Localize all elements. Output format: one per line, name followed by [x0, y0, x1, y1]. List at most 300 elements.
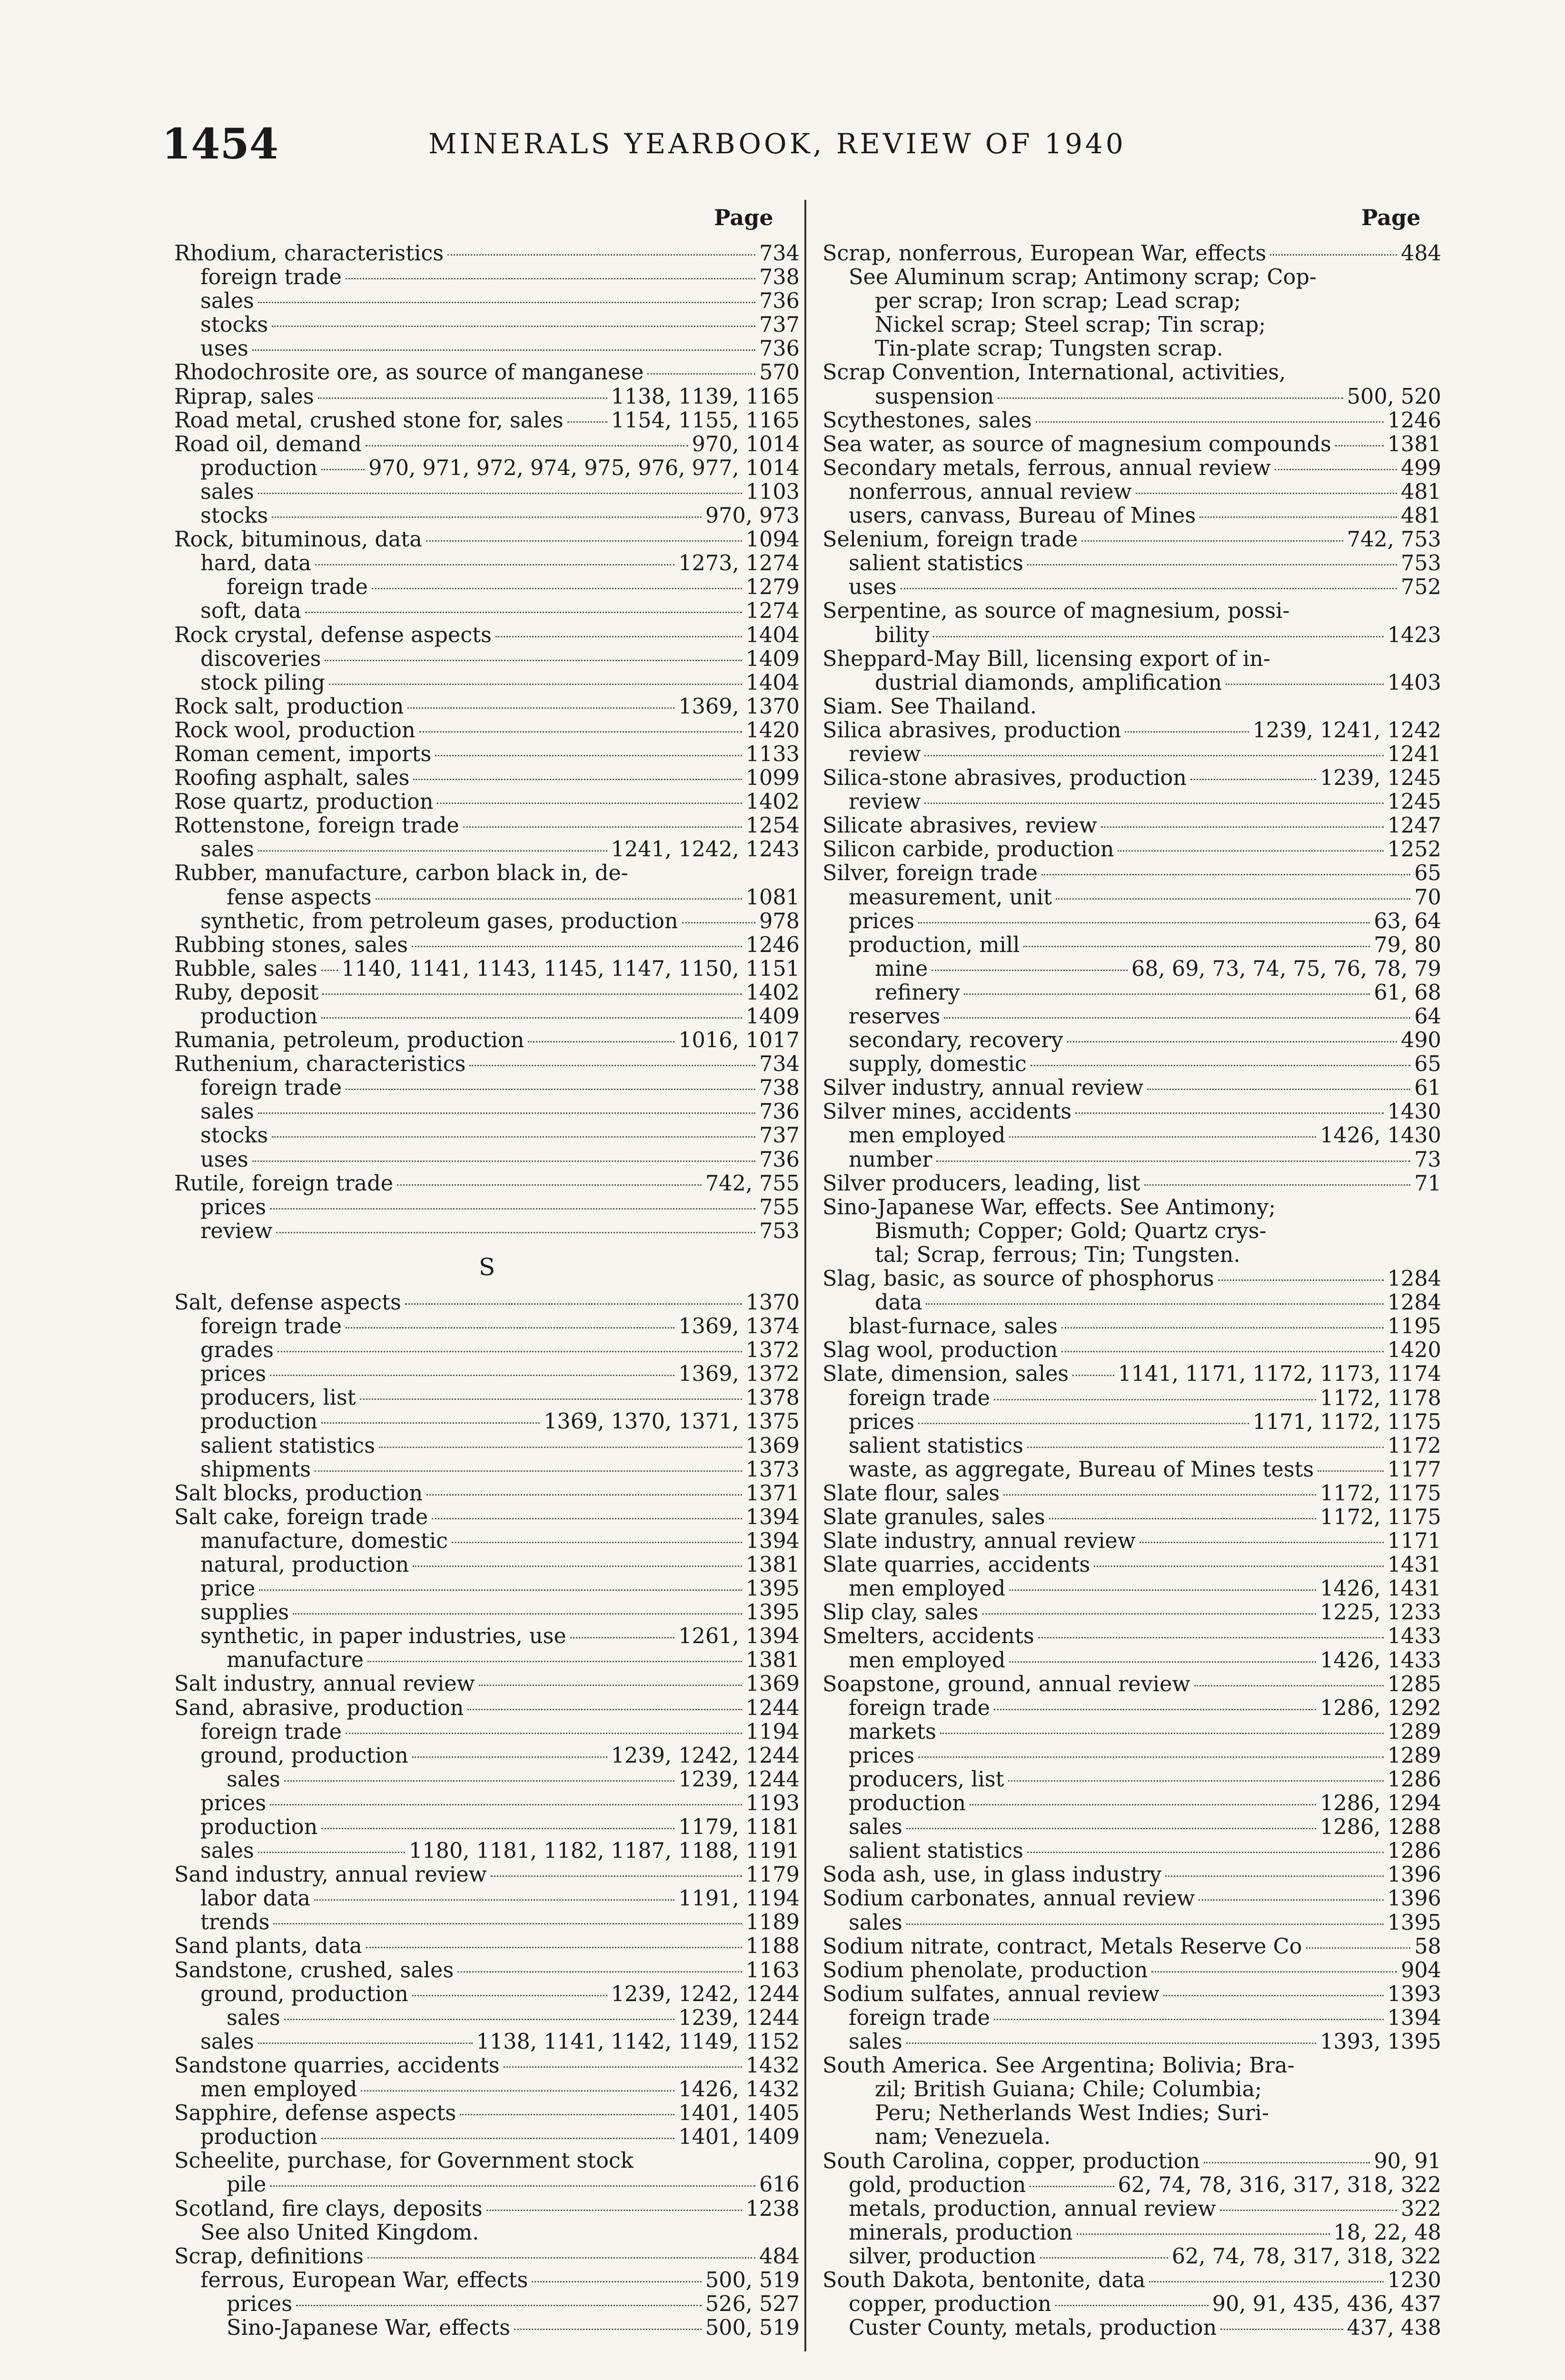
index-entry — [822, 2221, 1441, 2245]
leader-dots — [1009, 1136, 1316, 1138]
leader-dots — [1003, 1494, 1316, 1496]
entry-label: dustrial diamonds, amplification — [875, 670, 1222, 695]
leader-dots — [258, 2043, 473, 2044]
entry-page-refs: 752 — [1401, 575, 1441, 600]
entry-page-refs: 1163 — [745, 1958, 800, 1983]
entry-label: foreign trade — [200, 1314, 342, 1339]
entry-label: markets — [849, 1719, 937, 1744]
entry-label: Sand plants, data — [174, 1934, 362, 1959]
entry-page-refs: 978 — [759, 909, 800, 933]
entry-page-refs: 1395 — [1387, 1910, 1441, 1935]
leader-dots — [273, 1923, 742, 1924]
index-entry — [822, 1172, 1441, 1196]
entry-label: Rubber, manufacture, carbon black in, de- — [174, 861, 628, 886]
leader-dots — [346, 1089, 755, 1090]
leader-dots — [647, 373, 755, 375]
leader-dots — [479, 1685, 742, 1686]
leader-dots — [321, 469, 365, 470]
leader-dots — [360, 1398, 742, 1400]
entry-page-refs: 1426, 1431 — [1320, 1577, 1441, 1601]
index-entry — [822, 1577, 1441, 1601]
entry-label: stocks — [200, 1123, 268, 1148]
left-entries-s — [174, 1291, 800, 2340]
leader-dots — [1027, 564, 1397, 565]
entry-label: Rutile, foreign trade — [174, 1171, 394, 1196]
leader-dots — [1275, 469, 1397, 470]
entry-label: Rhodochrosite ore, as source of manganese — [174, 360, 644, 385]
index-entry — [822, 1291, 1441, 1315]
index-entry — [174, 337, 800, 361]
leader-dots — [1136, 493, 1397, 494]
entry-label: Sandstone quarries, accidents — [174, 2053, 500, 2078]
entry-label: measurement, unit — [849, 885, 1052, 910]
entry-label: Slate granules, sales — [822, 1505, 1045, 1529]
entry-label: Nickel scrap; Steel scrap; Tin scrap; — [875, 313, 1266, 337]
leader-dots — [1041, 874, 1410, 875]
entry-page-refs: 1194 — [745, 1719, 800, 1744]
leader-dots — [1077, 2233, 1330, 2235]
entry-page-refs: 1426, 1432 — [678, 2077, 800, 2102]
leader-dots — [570, 1637, 675, 1638]
entry-label: Silver producers, leading, list — [822, 1171, 1140, 1196]
index-entry — [174, 313, 800, 337]
index-entry — [822, 337, 1441, 361]
entry-label: Silver industry, annual review — [822, 1076, 1144, 1101]
index-entry — [174, 814, 800, 838]
index-entry — [174, 1315, 800, 1339]
entry-page-refs: 1369, 1374 — [678, 1314, 800, 1339]
entry-page-refs: 1396 — [1387, 1886, 1441, 1911]
entry-page-refs: 1286 — [1387, 1839, 1441, 1864]
entry-label: foreign trade — [200, 1076, 342, 1101]
leader-dots — [994, 1709, 1316, 1710]
entry-label: uses — [200, 1147, 248, 1172]
leader-dots — [284, 1780, 674, 1782]
entry-page-refs: 62, 74, 78, 316, 317, 318, 322 — [1118, 2172, 1441, 2197]
entry-label: Soapstone, ground, annual review — [822, 1672, 1190, 1696]
entry-page-refs: 1433 — [1387, 1624, 1441, 1649]
index-entry — [822, 266, 1441, 289]
entry-label: uses — [849, 575, 897, 600]
leader-dots — [366, 445, 688, 446]
leader-dots — [1038, 1637, 1384, 1638]
entry-page-refs: 904 — [1401, 1958, 1441, 1983]
entry-page-refs: 737 — [759, 313, 800, 337]
index-entry — [822, 2150, 1441, 2173]
leader-dots — [397, 1184, 702, 1186]
entry-label: producers, list — [849, 1767, 1004, 1792]
entry-page-refs: 1393, 1395 — [1320, 2030, 1441, 2054]
index-entry — [822, 242, 1441, 266]
entry-page-refs: 1103 — [745, 479, 800, 504]
leader-dots — [305, 612, 742, 613]
entry-label: hard, data — [200, 551, 311, 576]
entry-page-refs: 1420 — [745, 718, 800, 743]
index-entry — [822, 1005, 1441, 1029]
index-entry — [822, 671, 1441, 695]
entry-label: Silicate abrasives, review — [822, 813, 1097, 838]
leader-dots — [361, 2090, 674, 2092]
entry-label: sales — [200, 1839, 254, 1864]
entry-page-refs: 755 — [759, 1195, 800, 1220]
index-entry — [822, 1649, 1441, 1673]
index-entry — [822, 2316, 1441, 2340]
leader-dots — [682, 922, 756, 923]
index-entry — [822, 1696, 1441, 1720]
entry-page-refs: 490 — [1401, 1028, 1441, 1053]
index-entry — [174, 409, 800, 433]
entry-label: See also United Kingdom. — [200, 2220, 479, 2245]
leader-dots — [367, 2257, 755, 2259]
entry-page-refs: 1286, 1292 — [1320, 1696, 1441, 1720]
entry-page-refs: 1431 — [1387, 1553, 1441, 1577]
index-entry — [822, 1911, 1441, 1935]
leader-dots — [1067, 1041, 1397, 1042]
leader-dots — [1036, 421, 1384, 423]
index-entry — [174, 1672, 800, 1696]
index-entry — [822, 2006, 1441, 2030]
entry-page-refs: 64 — [1414, 1004, 1441, 1029]
entry-label: sales — [200, 289, 254, 314]
entry-label: sales — [200, 1100, 254, 1124]
entry-page-refs: 1171 — [1387, 1529, 1441, 1554]
entry-page-refs: 736 — [759, 1147, 800, 1172]
entry-page-refs: 1239, 1244 — [678, 2005, 800, 2030]
index-entry — [174, 1434, 800, 1458]
index-entry — [822, 981, 1441, 1005]
entry-page-refs: 737 — [759, 1123, 800, 1148]
index-entry — [822, 1529, 1441, 1553]
index-entry — [174, 1577, 800, 1601]
entry-label: soft, data — [200, 599, 301, 624]
index-entry — [822, 1220, 1441, 1243]
entry-page-refs: 1172, 1178 — [1320, 1386, 1441, 1410]
entry-page-refs: 738 — [759, 1076, 800, 1101]
entry-label: synthetic, from petroleum gases, production — [200, 909, 678, 933]
leader-dots — [1009, 1661, 1316, 1663]
index-entry — [174, 2197, 800, 2221]
index-entry — [822, 1601, 1441, 1625]
leader-dots — [426, 540, 742, 542]
entry-label: supply, domestic — [849, 1052, 1027, 1077]
entry-label: Smelters, accidents — [822, 1624, 1034, 1649]
entry-page-refs: 1189 — [745, 1910, 800, 1935]
entry-page-refs: 1409 — [745, 1004, 800, 1029]
leader-dots — [1061, 1351, 1383, 1352]
leader-dots — [1061, 1327, 1384, 1329]
entry-label: Roofing asphalt, sales — [174, 766, 410, 791]
leader-dots — [1139, 1542, 1384, 1543]
leader-dots — [567, 421, 607, 423]
entry-label: gold, production — [849, 2172, 1026, 2197]
index-entry — [822, 2030, 1441, 2054]
index-entry — [822, 433, 1441, 456]
entry-page-refs: 1394 — [1387, 2005, 1441, 2030]
index-entry — [174, 1482, 800, 1506]
leader-dots — [906, 1828, 1316, 1829]
entry-label: foreign trade — [849, 1696, 990, 1720]
index-entry — [174, 1983, 800, 2006]
entry-page-refs: 970, 1014 — [692, 432, 800, 456]
entry-label: Slate, dimension, sales — [822, 1362, 1069, 1387]
entry-label: refinery — [875, 980, 960, 1005]
index-entry — [822, 2102, 1441, 2125]
leader-dots — [259, 1589, 742, 1591]
entry-label: Rhodium, characteristics — [174, 241, 444, 266]
entry-page-refs: 1403 — [1387, 670, 1441, 695]
leader-dots — [272, 1136, 755, 1138]
entry-label: Rottenstone, foreign trade — [174, 813, 459, 838]
index-entry — [174, 1005, 800, 1029]
entry-page-refs: 63, 64 — [1374, 909, 1441, 933]
entry-page-refs: 1241 — [1387, 742, 1441, 766]
entry-label: prices — [227, 2291, 293, 2316]
index-entry — [822, 1029, 1441, 1052]
index-entry — [822, 1720, 1441, 1744]
leader-dots — [918, 1756, 1384, 1758]
leader-dots — [1023, 946, 1370, 947]
leader-dots — [1040, 2257, 1168, 2259]
leader-dots — [432, 1518, 742, 1519]
entry-page-refs: 1195 — [1387, 1314, 1441, 1339]
left-column-page-heading: Page — [714, 205, 773, 230]
entry-label: data — [875, 1290, 922, 1315]
entry-label: uses — [200, 337, 248, 361]
entry-page-refs: 1284 — [1387, 1267, 1441, 1291]
leader-dots — [1270, 254, 1397, 256]
entry-page-refs: 1369, 1370, 1371, 1375 — [544, 1409, 800, 1434]
entry-page-refs: 1133 — [745, 742, 800, 766]
leader-dots — [252, 349, 755, 351]
entry-page-refs: 1401, 1409 — [678, 2125, 800, 2150]
entry-label: discoveries — [200, 646, 321, 671]
entry-label: Bismuth; Copper; Gold; Quartz crys- — [875, 1219, 1267, 1243]
entry-label: labor data — [200, 1886, 310, 1911]
entry-label: sales — [849, 1815, 902, 1840]
entry-page-refs: 734 — [759, 241, 800, 266]
entry-page-refs: 1254 — [745, 813, 800, 838]
index-entry — [174, 456, 800, 480]
entry-label: sales — [200, 2029, 254, 2054]
index-entry — [822, 1434, 1441, 1458]
leader-dots — [405, 1303, 742, 1305]
index-entry — [174, 1029, 800, 1052]
leader-dots — [284, 2019, 674, 2020]
entry-label: tal; Scrap, ferrous; Tin; Tungsten. — [875, 1242, 1240, 1267]
index-entry — [174, 1362, 800, 1386]
leader-dots — [1317, 1470, 1383, 1472]
entry-page-refs: 1284 — [1387, 1290, 1441, 1315]
index-entry — [822, 1673, 1441, 1696]
entry-label: nam; Venezuela. — [875, 2125, 1051, 2150]
index-entry — [822, 1243, 1441, 1267]
index-entry — [822, 719, 1441, 743]
leader-dots — [413, 1566, 742, 1567]
entry-page-refs: 70 — [1414, 885, 1441, 910]
entry-label: salient statistics — [849, 1839, 1023, 1864]
index-entry — [174, 361, 800, 385]
leader-dots — [944, 1017, 1410, 1019]
entry-label: mine — [875, 956, 928, 981]
entry-page-refs: 1369, 1372 — [678, 1362, 800, 1387]
index-entry — [174, 385, 800, 409]
leader-dots — [270, 1208, 755, 1210]
entry-label: Rose quartz, production — [174, 790, 434, 814]
index-entry — [174, 1911, 800, 1934]
index-entry — [822, 1315, 1441, 1339]
index-entry — [174, 2292, 800, 2316]
index-entry — [174, 1625, 800, 1648]
entry-page-refs: 1371 — [745, 1481, 800, 1506]
index-entry — [822, 1935, 1441, 1959]
entry-label: Salt industry, annual review — [174, 1672, 475, 1696]
leader-dots — [412, 1756, 607, 1758]
index-entry — [822, 1983, 1441, 2006]
entry-label: synthetic, in paper industries, use — [200, 1624, 566, 1649]
entry-label: Serpentine, as source of magnesium, possi- — [822, 599, 1290, 624]
index-entry — [822, 624, 1441, 647]
entry-page-refs: 1179, 1181 — [678, 1815, 800, 1839]
entry-label: foreign trade — [849, 2005, 990, 2030]
entry-page-refs: 1369 — [745, 1672, 800, 1696]
index-entry — [822, 1339, 1441, 1362]
index-entry — [174, 1386, 800, 1410]
leader-dots — [514, 2329, 702, 2330]
entry-page-refs: 481 — [1401, 479, 1441, 504]
entry-label: production — [200, 1004, 318, 1029]
column-divider — [804, 200, 806, 2351]
entry-label: Silica-stone abrasives, production — [822, 766, 1187, 791]
entry-page-refs: 1426, 1433 — [1320, 1648, 1441, 1673]
index-entry — [174, 2269, 800, 2292]
index-entry — [822, 504, 1441, 528]
entry-page-refs: 1099 — [745, 766, 800, 791]
entry-label: sales — [227, 2005, 280, 2030]
index-entry — [174, 1553, 800, 1577]
index-entry — [822, 1052, 1441, 1076]
entry-page-refs: 500, 520 — [1347, 384, 1441, 409]
leader-dots — [924, 755, 1383, 756]
leader-dots — [469, 1065, 755, 1066]
entry-label: zil; British Guiana; Chile; Columbia; — [875, 2077, 1262, 2102]
leader-dots — [1220, 2210, 1397, 2211]
leader-dots — [936, 1160, 1411, 1162]
index-entry — [822, 575, 1441, 599]
entry-label: Scythestones, sales — [822, 408, 1032, 433]
index-entry — [174, 1959, 800, 1983]
entry-page-refs: 484 — [759, 2244, 800, 2269]
index-entry — [822, 289, 1441, 313]
entry-label: men employed — [849, 1577, 1006, 1601]
entry-label: review — [200, 1219, 273, 1243]
entry-label: prices — [849, 1409, 915, 1434]
entry-label: salient statistics — [849, 1433, 1023, 1458]
entry-page-refs: 1372 — [745, 1338, 800, 1363]
leader-dots — [1008, 1780, 1384, 1782]
leader-dots — [1204, 2162, 1370, 2163]
entry-label: Scrap Convention, International, activities, — [822, 360, 1286, 385]
entry-page-refs: 753 — [759, 1219, 800, 1243]
entry-page-refs: 1238 — [745, 2196, 800, 2221]
leader-dots — [258, 302, 755, 303]
index-entry — [174, 933, 800, 957]
entry-page-refs: 500, 519 — [705, 2315, 800, 2340]
entry-page-refs: 1081 — [745, 885, 800, 910]
leader-dots — [964, 993, 1370, 995]
right-column-page-heading: Page — [1361, 205, 1421, 230]
index-entry — [822, 1768, 1441, 1792]
entry-page-refs: 1289 — [1387, 1743, 1441, 1768]
entry-label: Sand industry, annual review — [174, 1863, 487, 1887]
leader-dots — [504, 2066, 742, 2068]
entry-page-refs: 62, 74, 78, 317, 318, 322 — [1171, 2244, 1441, 2269]
index-entry — [822, 1196, 1441, 1220]
leader-dots — [1335, 445, 1384, 446]
entry-label: reserves — [849, 1004, 941, 1029]
leader-dots — [1144, 1184, 1411, 1186]
entry-page-refs: 1094 — [745, 527, 800, 552]
page-header — [162, 119, 1385, 176]
entry-page-refs: 1239, 1245 — [1320, 766, 1441, 791]
index-entry — [174, 2173, 800, 2197]
index-entry — [822, 743, 1441, 766]
entry-label: Sodium nitrate, contract, Metals Reserve Co — [822, 1934, 1302, 1959]
entry-page-refs: 570 — [759, 360, 800, 385]
entry-label: nonferrous, annual review — [849, 479, 1132, 504]
entry-label: Scotland, fire clays, deposits — [174, 2196, 483, 2221]
index-entry — [174, 1220, 800, 1243]
leader-dots — [315, 1470, 742, 1472]
entry-page-refs: 1246 — [1387, 408, 1441, 433]
entry-label: Scrap, nonferrous, European War, effects — [822, 241, 1267, 266]
leader-dots — [1049, 1518, 1317, 1519]
entry-page-refs: 526, 527 — [705, 2291, 800, 2316]
entry-label: fense aspects — [227, 885, 372, 910]
leader-dots — [528, 1041, 674, 1042]
leader-dots — [486, 2210, 742, 2211]
leader-dots — [437, 803, 742, 804]
index-entry — [822, 695, 1441, 719]
entry-label: foreign trade — [200, 1719, 342, 1744]
index-entry — [174, 1934, 800, 1958]
leader-dots — [252, 1160, 755, 1162]
entry-page-refs: 970, 971, 972, 974, 975, 976, 977, 1014 — [368, 456, 800, 480]
entry-label: users, canvass, Bureau of Mines — [849, 504, 1196, 528]
index-entry — [174, 1339, 800, 1362]
index-entry — [822, 1792, 1441, 1815]
index-entry — [174, 1506, 800, 1529]
leader-dots — [1072, 1375, 1114, 1376]
index-entry — [174, 671, 800, 695]
leader-dots — [367, 1661, 742, 1662]
index-entry — [822, 1267, 1441, 1291]
index-entry — [822, 1863, 1441, 1887]
leader-dots — [906, 1924, 1384, 1925]
leader-dots — [372, 588, 742, 589]
leader-dots — [940, 1733, 1384, 1734]
entry-page-refs: 736 — [759, 1100, 800, 1124]
entry-label: Silicon carbide, production — [822, 837, 1114, 862]
index-entry — [174, 289, 800, 313]
entry-label: South America. See Argentina; Bolivia; Bra- — [822, 2053, 1295, 2078]
index-entry — [174, 2125, 800, 2149]
entry-label: stocks — [200, 504, 268, 528]
entry-page-refs: 1138, 1139, 1165 — [611, 384, 800, 409]
leader-dots — [901, 588, 1397, 589]
entry-page-refs: 1381 — [745, 1552, 800, 1577]
leader-dots — [407, 707, 674, 709]
entry-page-refs: 73 — [1414, 1147, 1441, 1172]
